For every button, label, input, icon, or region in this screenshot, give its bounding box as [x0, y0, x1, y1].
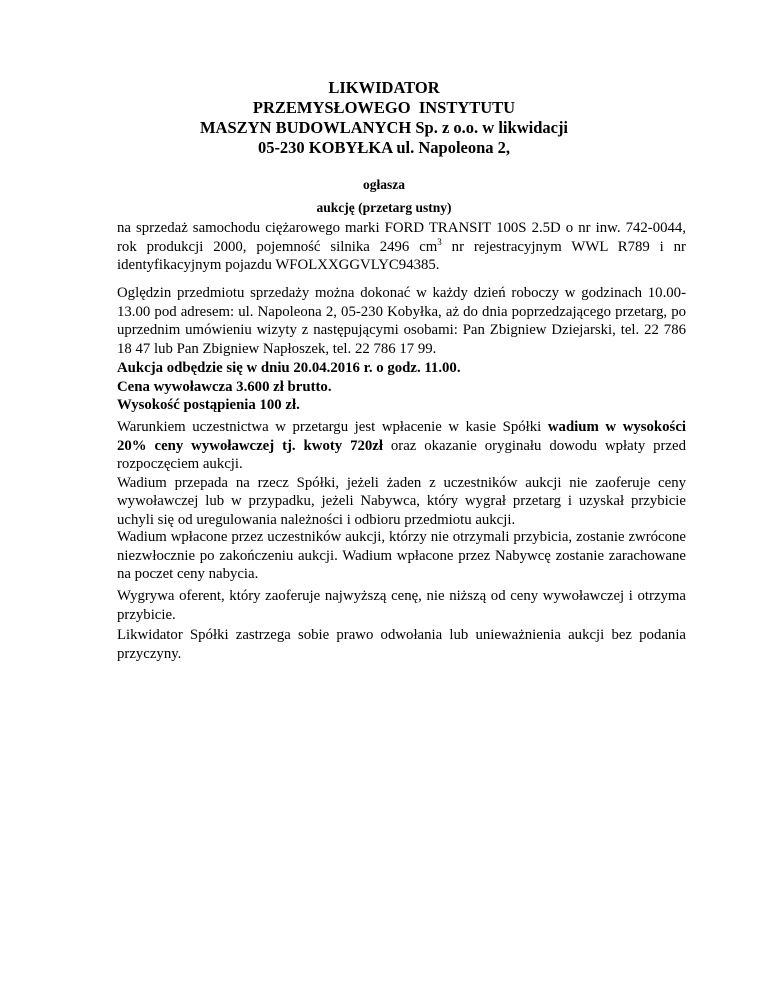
key-facts: [117, 359, 686, 415]
conditions-text-1: Warunkiem uczestnictwa w przetargu jest wpłacenie w kasie Spółki: [117, 419, 548, 435]
winner-paragraph: [117, 587, 686, 624]
refund-text: Wadium wpłacone przez uczestników aukcji, którzy nie otrzymali przybicia, zostanie zwrócone niezwłocznie po zakończeniu aukcji. Wadium wpłacone przez Nabywcę zostanie zarachowane na poczet ceny nabycia.: [117, 529, 686, 582]
forfeit-text: Wadium przepada na rzecz Spółki, jeżeli żaden z uczestników aukcji nie zaoferuje ceny wywoławczej lub w przypadku, jeżeli Nabywca, który wygrał przetarg i uzyskał przybicie uchyli się od uregulowania należności i odbioru przedmiotu aukcji.: [117, 474, 686, 528]
refund-paragraph: [117, 528, 686, 584]
company-header: [84, 78, 684, 158]
sale-text-2: nr rejestracyjnym WWL R789 i nr identyfikacyjnym pojazdu WFOLXXGGVLYC94385.: [117, 238, 686, 273]
conditions-text-2: oraz okazanie oryginału dowodu wpłaty przed rozpoczęciem aukcji.: [117, 437, 686, 472]
auction-date: Aukcja odbędzie się w dniu 20.04.2016 r. o godz. 11.00.: [117, 360, 461, 376]
cubic-superscript: 3: [437, 236, 442, 247]
header-line-2: PRZEMYSŁOWEGO INSTYTUTU: [252, 98, 516, 117]
starting-price: Cena wywoławcza 3.600 zł brutto.: [117, 378, 332, 395]
inspection-text: Oględzin przedmiotu sprzedaży można dokonać w każdy dzień roboczy w godzinach 10.00-13.00 pod adresem: ul. Napoleona 2, 05-230 Kobyłka, aż do dnia poprzedzającego przetarg, po uprzednim umówieniu wizyty z następującymi osobami: Pan Zbigniew Dziejarski, tel. 22 786 18 47 lub Pan Zbigniew Napłoszek, tel. 22 786 17 99.: [117, 285, 686, 357]
sale-paragraph: [117, 219, 686, 275]
reservation-text: Likwidator Spółki zastrzega sobie prawo odwołania lub unieważnienia aukcji bez podania przyczyny.: [117, 627, 686, 662]
bid-increment: Wysokość postąpienia 100 zł.: [117, 397, 300, 413]
sale-text-1: na sprzedaż samochodu ciężarowego marki FORD TRANSIT 100S 2.5D o nr inw. 742-0044, rok produkcji 2000, pojemność silnika 2496 cm: [117, 220, 686, 255]
announces-label: ogłasza: [363, 177, 405, 192]
header-line-4: 05-230 KOBYŁKA ul. Napoleona 2,: [257, 138, 511, 157]
conditions-paragraph: [117, 418, 686, 529]
auction-subject: aukcję (przetarg ustny): [316, 200, 452, 215]
inspection-paragraph: [117, 284, 686, 358]
reservation-paragraph: [117, 626, 686, 663]
winner-text: Wygrywa oferent, który zaoferuje najwyższą cenę, nie niższą od ceny wywoławczej i otrzyma przybicie.: [117, 588, 686, 623]
deposit-amount: wadium w wysokości 20% ceny wywoławczej tj. kwoty 720zł: [117, 419, 686, 454]
header-line-1: LIKWIDATOR: [328, 78, 440, 97]
header-line-3: MASZYN BUDOWLANYCH Sp. z o.o. w likwidacji: [199, 118, 569, 137]
